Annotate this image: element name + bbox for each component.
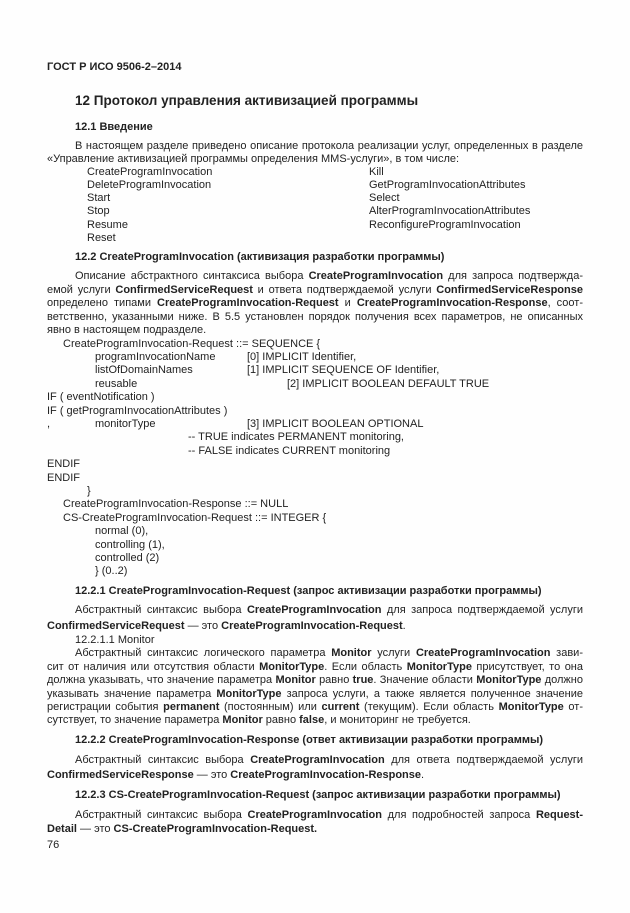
paragraph-line xyxy=(47,660,583,674)
text-run: и ответа подтверждаемой услуги xyxy=(252,284,437,296)
text-run: , соот- xyxy=(547,297,584,309)
document-header: ГОСТ Р ИСО 9506-2–2014 xyxy=(47,61,182,73)
code-line: IF ( getProgramInvocationAttributes ) xyxy=(47,405,228,417)
service-item: ReconfigureProgramInvocation xyxy=(369,219,521,231)
text-run: Абстрактный синтаксис выбора xyxy=(75,604,247,616)
paragraph-line xyxy=(47,768,424,782)
text-run: Абстрактный синтаксис логического параметра xyxy=(75,647,332,659)
text-run: явно в настоящем подразделе. xyxy=(47,324,207,336)
paragraph-line xyxy=(47,673,583,687)
bold-term: permanent xyxy=(163,701,220,713)
text-run: сутствует, то значение параметра xyxy=(47,714,223,726)
paragraph-line xyxy=(47,687,583,701)
code-line: ENDIF xyxy=(47,472,80,484)
paragraph-line xyxy=(47,619,406,633)
service-item: Select xyxy=(369,192,400,204)
bold-term: Monitor xyxy=(331,647,372,659)
code-line: IF ( eventNotification ) xyxy=(47,391,155,403)
text-run: определено типами xyxy=(47,297,158,309)
code-line: } (0..2) xyxy=(95,565,128,577)
bold-term: CreateProgramInvocation xyxy=(308,270,444,282)
bold-term: CreateProgramInvocation-Response xyxy=(230,769,422,781)
code-line: controlling (1), xyxy=(95,539,165,551)
text-run: для запроса подтверждаемой услуги xyxy=(381,604,583,616)
bold-term: CS-CreateProgramInvocation-Request. xyxy=(113,823,318,835)
heading-12-1: 12.1 Введение xyxy=(75,121,153,133)
service-item: Start xyxy=(87,192,111,204)
code-field: monitorType xyxy=(95,418,156,430)
paragraph-line xyxy=(47,323,206,337)
bold-term: ConfirmedServiceRequest xyxy=(47,620,185,632)
bold-term: CreateProgramInvocation-Response xyxy=(356,297,548,309)
code-line: ENDIF xyxy=(47,458,80,470)
code-line: CreateProgramInvocation-Response ::= NULL xyxy=(63,498,289,510)
text-run: присутствует, то она xyxy=(471,661,583,673)
paragraph-line: В настоящем разделе приведено описание протокола реализации услуг, определенных в разделе xyxy=(75,140,583,152)
bold-term: current xyxy=(321,701,360,713)
service-item: Reset xyxy=(87,232,116,244)
code-line: } xyxy=(87,485,91,497)
code-type: [1] IMPLICIT SEQUENCE OF Identifier, xyxy=(247,364,440,376)
paragraph-line: «Управление активизацией программы определения MMS-услуги», в том числе: xyxy=(47,153,460,165)
paragraph-line xyxy=(47,296,583,310)
bold-term: Request- xyxy=(535,809,583,821)
bold-term: true xyxy=(352,674,374,686)
service-item: GetProgramInvocationAttributes xyxy=(369,179,526,191)
bold-term: Monitor xyxy=(222,714,263,726)
service-item: AlterProgramInvocationAttributes xyxy=(369,205,531,217)
service-item: CreateProgramInvocation xyxy=(87,166,213,178)
code-line: CS-CreateProgramInvocation-Request ::= INTEGER { xyxy=(63,512,327,524)
text-run: — это xyxy=(193,769,231,781)
code-line: CreateProgramInvocation-Request ::= SEQUENCE { xyxy=(63,338,321,350)
service-item: Resume xyxy=(87,219,128,231)
code-line: normal (0), xyxy=(95,525,149,537)
text-run: для подробностей запроса xyxy=(382,809,536,821)
paragraph-line xyxy=(47,808,583,822)
text-run: (постоянным) или xyxy=(219,701,322,713)
text-run: . Значение области xyxy=(373,674,477,686)
bold-term: CreateProgramInvocation-Request xyxy=(157,297,339,309)
text-run: от- xyxy=(563,701,583,713)
text-run: должно xyxy=(541,674,583,686)
code-field: programInvocationName xyxy=(95,351,216,363)
service-item: Stop xyxy=(87,205,110,217)
bold-term: CreateProgramInvocation xyxy=(247,809,382,821)
text-run: . xyxy=(421,769,425,781)
text-run: . Если область xyxy=(324,661,407,673)
bold-term: CreateProgramInvocation xyxy=(415,647,551,659)
code-comment: -- TRUE indicates PERMANENT monitoring, xyxy=(188,431,404,443)
paragraph-line xyxy=(47,646,583,660)
text-run: и xyxy=(338,297,357,309)
text-run: услуги xyxy=(371,647,416,659)
service-item: DeleteProgramInvocation xyxy=(87,179,212,191)
heading-12-2-1: 12.2.1 CreateProgramInvocation-Request (запрос активизации разработки программы) xyxy=(75,585,542,597)
code-type: [0] IMPLICIT Identifier, xyxy=(247,351,357,363)
text-run: ветственно, указанными ниже. В 5.5 установлен порядок получения всех параметров, не описанных xyxy=(47,311,583,323)
code-line: controlled (2) xyxy=(95,552,160,564)
bold-term: CreateProgramInvocation-Request xyxy=(221,620,403,632)
heading-12-2: 12.2 CreateProgramInvocation (активизация разработки программы) xyxy=(75,251,445,263)
code-type: [2] IMPLICIT BOOLEAN DEFAULT TRUE xyxy=(287,378,490,390)
bold-term: CreateProgramInvocation xyxy=(250,754,385,766)
code-line: , xyxy=(47,418,51,430)
bold-term: Monitor xyxy=(275,674,316,686)
bold-term: MonitorType xyxy=(259,661,325,673)
text-run: — это xyxy=(76,823,114,835)
text-run: равно xyxy=(315,674,353,686)
bold-term: MonitorType xyxy=(476,674,542,686)
code-comment: -- FALSE indicates CURRENT monitoring xyxy=(188,445,391,457)
bold-term: ConfirmedServiceResponse xyxy=(436,284,583,296)
code-field: listOfDomainNames xyxy=(95,364,193,376)
bold-term: false xyxy=(299,714,325,726)
section-title: 12 Протокол управления активизацией программы xyxy=(75,93,419,108)
text-run: , и мониторинг не требуется. xyxy=(324,714,471,726)
text-run: Абстрактный синтаксис выбора xyxy=(75,809,248,821)
paragraph-line xyxy=(47,822,317,836)
bold-term: Detail xyxy=(47,823,77,835)
bold-term: MonitorType xyxy=(406,661,472,673)
text-run: равно xyxy=(262,714,300,726)
text-run: Абстрактный синтаксис выбора xyxy=(75,754,251,766)
text-run: для запроса подтвержда- xyxy=(443,270,583,282)
paragraph-line xyxy=(47,713,471,727)
paragraph-line xyxy=(47,283,583,297)
heading-12-2-3: 12.2.3 CS-CreateProgramInvocation-Request (запрос активизации разработки программы) xyxy=(75,789,561,801)
code-field: reusable xyxy=(95,378,138,390)
text-run: Описание абстрактного синтаксиса выбора xyxy=(75,270,309,282)
text-run: сит от наличия или отсутствия области xyxy=(47,661,260,673)
bold-term: ConfirmedServiceRequest xyxy=(115,284,253,296)
text-run: зави- xyxy=(550,647,583,659)
text-run: должна указывать, что значение параметра xyxy=(47,674,276,686)
text-run: регистрации события xyxy=(47,701,164,713)
paragraph-line xyxy=(47,700,583,714)
heading-12-2-2: 12.2.2 CreateProgramInvocation-Response (ответ активизации разработки программы) xyxy=(75,734,544,746)
text-run: (текущим). Если область xyxy=(359,701,499,713)
paragraph-line xyxy=(47,269,583,283)
text-run: указывать значение параметра xyxy=(47,688,217,700)
text-run: для ответа подтверждаемой услуги xyxy=(384,754,583,766)
text-run: . xyxy=(402,620,406,632)
bold-term: CreateProgramInvocation xyxy=(246,604,382,616)
text-run: запроса услуги, а также является полученное значение xyxy=(281,688,583,700)
code-type: [3] IMPLICIT BOOLEAN OPTIONAL xyxy=(247,418,424,430)
text-run: — это xyxy=(184,620,222,632)
subheading-monitor: 12.2.1.1 Monitor xyxy=(75,634,155,646)
bold-term: MonitorType xyxy=(498,701,564,713)
page-number: 76 xyxy=(47,839,60,851)
paragraph-line xyxy=(47,310,583,324)
paragraph-line xyxy=(47,753,583,767)
text-run: емой услуги xyxy=(47,284,116,296)
paragraph-line xyxy=(47,603,583,617)
bold-term: MonitorType xyxy=(216,688,282,700)
bold-term: ConfirmedServiceResponse xyxy=(47,769,194,781)
service-item: Kill xyxy=(369,166,384,178)
